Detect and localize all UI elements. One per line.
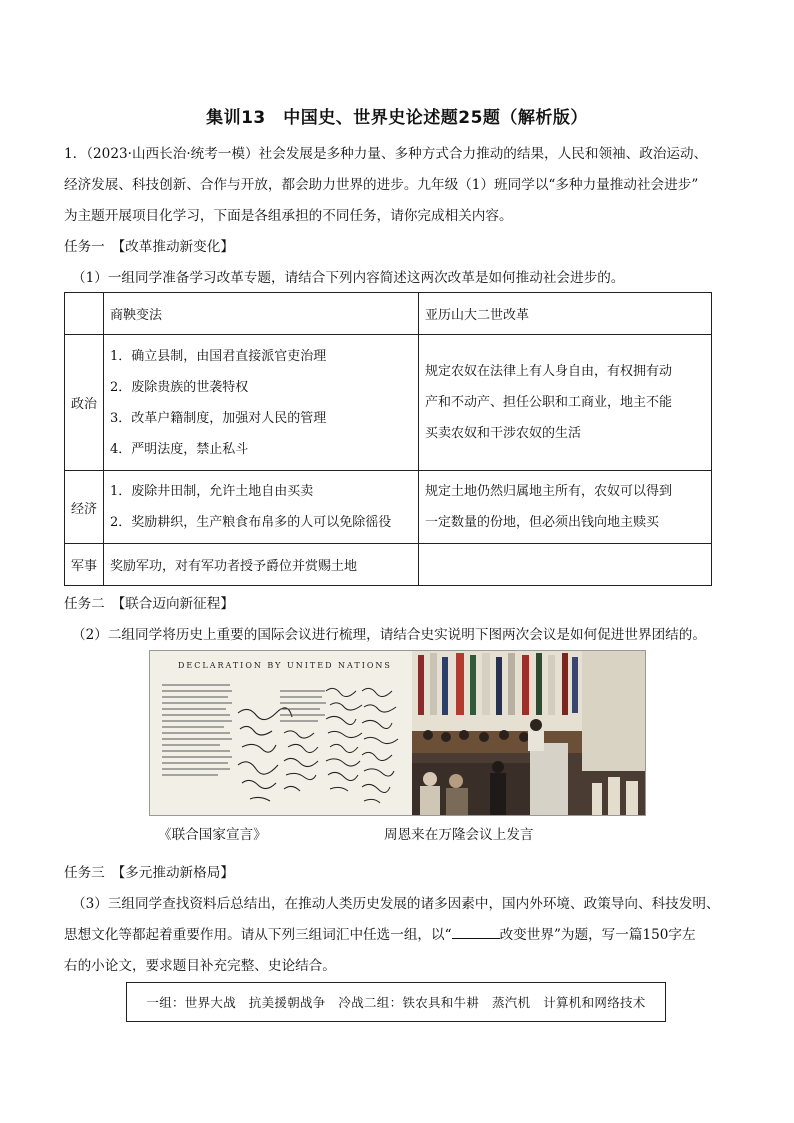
politics-shang-item: 4．严明法度，禁止私斗 — [110, 441, 249, 457]
task2-heading: 任务二 【联合迈向新征程】 — [64, 596, 234, 612]
table-header-row — [65, 293, 712, 335]
declaration-text-lines — [150, 651, 412, 815]
task3-line-2b: 改变世界”为题，写一篇150字左 — [499, 927, 696, 943]
caption-bandung: 周恩来在万隆会议上发言 — [384, 827, 534, 843]
military-alex-cell — [419, 544, 712, 586]
intro-line-2: 经济发展、科技创新、合作与开放，都会助力世界的进步。九年级（1）班同学以“多种力量推动社会进步” — [64, 177, 699, 193]
table-row-politics — [65, 335, 712, 471]
politics-alex-line: 规定农奴在法律上有人身自由，有权拥有动 — [425, 364, 673, 379]
economy-alex-line: 一定数量的份地，但必须出钱向地主赎买 — [425, 515, 660, 530]
page-title: 集训13 中国史、世界史论述题25题（解析版） — [206, 108, 588, 128]
task3-line-2 — [64, 923, 696, 943]
politics-shang-item: 2．废除贵族的世袭特权 — [110, 379, 249, 395]
row-label-economy: 经济 — [65, 471, 104, 544]
header-alexander-ii: 亚历山大二世改革 — [419, 293, 712, 335]
task1-question: （1）一组同学准备学习改革专题，请结合下列内容简述这两次改革是如何推动社会进步的。 — [72, 270, 625, 286]
word-groups-box: 一组：世界大战 抗美援朝战争 冷战二组：铁农具和牛耕 蒸汽机 计算机和网络技术 — [126, 982, 666, 1022]
economy-shang-item: 2．奖励耕织，生产粮食布帛多的人可以免除徭役 — [110, 515, 392, 530]
economy-alex-cell — [419, 471, 712, 544]
task2-question: （2）二组同学将历史上重要的国际会议进行梳理，请结合史实说明下图两次会议是如何促进世界团结的。 — [72, 627, 706, 643]
declaration-document-image — [150, 651, 412, 815]
task3-line-2a: 思想文化等都起着重要作用。请从下列三组词汇中任选一组，以“ — [64, 927, 452, 943]
economy-shang-item: 1．废除井田制，允许土地自由买卖 — [110, 484, 314, 499]
politics-alex-line: 产和不动产、担任公职和工商业，地主不能 — [425, 395, 673, 410]
politics-alex-line: 买卖农奴和干涉农奴的生活 — [425, 426, 582, 441]
intro-line-1: 1．（2023·山西长治·统考一模）社会发展是多种力量、多种方式合力推动的结果，人民和领袖、政治运动、 — [64, 146, 708, 162]
table-row-military — [65, 544, 712, 586]
politics-alex-cell — [419, 335, 712, 471]
bandung-photo-illustration — [412, 651, 645, 815]
row-label-military: 军事 — [65, 544, 104, 586]
title-blank — [452, 926, 500, 939]
military-shang-cell: 奖励军功，对有军功者授予爵位并赏赐土地 — [104, 544, 419, 586]
politics-shang-item: 3．改革户籍制度，加强对人民的管理 — [110, 410, 327, 426]
economy-alex-line: 规定土地仍然归属地主所有，农奴可以得到 — [425, 484, 673, 499]
economy-shang-cell — [104, 471, 419, 544]
header-shang-yang: 商鞅变法 — [104, 293, 419, 335]
task1-heading: 任务一 【改革推动新变化】 — [64, 239, 234, 255]
historical-photos — [149, 650, 646, 816]
task3-line-3: 右的小论文，要求题目补充完整、史论结合。 — [64, 958, 336, 974]
table-row-economy — [65, 471, 712, 544]
table-corner-cell — [65, 293, 104, 335]
politics-shang-cell — [104, 335, 419, 471]
declaration-heading-text: DECLARATION BY UNITED NATIONS — [178, 661, 392, 670]
row-label-politics: 政治 — [65, 335, 104, 471]
politics-shang-item: 1．确立县制，由国君直接派官吏治理 — [110, 348, 327, 364]
bandung-conference-photo — [412, 651, 645, 815]
task3-line-1: （3）三组同学查找资料后总结出，在推动人类历史发展的诸多因素中，国内外环境、政策导向、科技发明、 — [72, 896, 720, 912]
reform-comparison-table — [64, 292, 712, 586]
intro-line-3: 为主题开展项目化学习，下面是各组承担的不同任务，请你完成相关内容。 — [64, 208, 513, 224]
caption-declaration: 《联合国家宣言》 — [158, 827, 267, 843]
task3-heading: 任务三 【多元推动新格局】 — [64, 865, 234, 881]
